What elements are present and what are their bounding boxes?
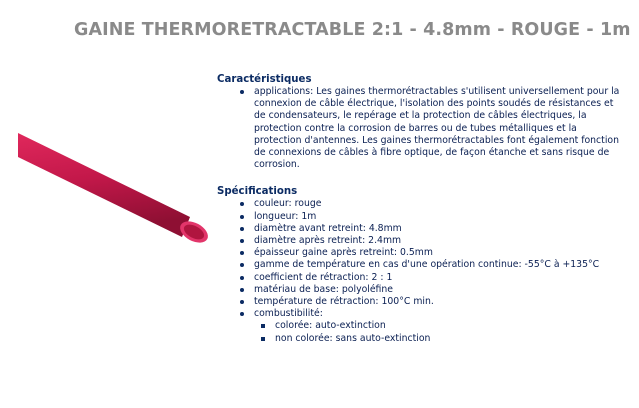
page-title: GAINE THERMORETRACTABLE 2:1 - 4.8mm - ROUGE - 1m [74, 20, 631, 40]
list-item: température de rétraction: 100°C min. [254, 296, 627, 308]
list-item: épaisseur gaine après retreint: 0.5mm [254, 247, 627, 259]
combustibilite-sublist [254, 320, 627, 344]
caracteristiques-list [217, 86, 627, 171]
list-item: applications: Les gaines thermorétractables s'utilisent universellement pour la connexion de câble électrique, l'isolation des points soudés de résistances et de condensateurs, le repérage et la protection de câbles électriques, la protection contre la corrosion de barres ou de tubes métalliques et la protection d'antennes. Les gaines thermorétractables font également fonction de connexions de câbles à fibre optique, de façon étanche et sans risque de corrosion. [254, 86, 627, 171]
list-item [254, 308, 627, 345]
caracteristiques-heading: Caractéristiques [217, 74, 312, 85]
sub-list-item: colorée: auto-extinction [275, 320, 627, 332]
specifications-heading: Spécifications [217, 186, 298, 198]
list-item: longueur: 1m [254, 211, 627, 223]
list-item: gamme de température en cas d'une opération continue: -55°C à +135°C [254, 259, 627, 271]
list-item: diamètre avant retreint: 4.8mm [254, 223, 627, 235]
sub-list-item: non colorée: sans auto-extinction [275, 333, 627, 345]
product-description [217, 74, 627, 345]
list-item: coefficient de rétraction: 2 : 1 [254, 272, 627, 284]
list-item: diamètre après retreint: 2.4mm [254, 235, 627, 247]
list-item: matériau de base: polyoléfine [254, 284, 627, 296]
combustibilite-label: combustibilité: [254, 308, 323, 320]
specifications-list [217, 198, 627, 344]
list-item: couleur: rouge [254, 198, 627, 210]
heat-shrink-tube-image [18, 105, 218, 255]
